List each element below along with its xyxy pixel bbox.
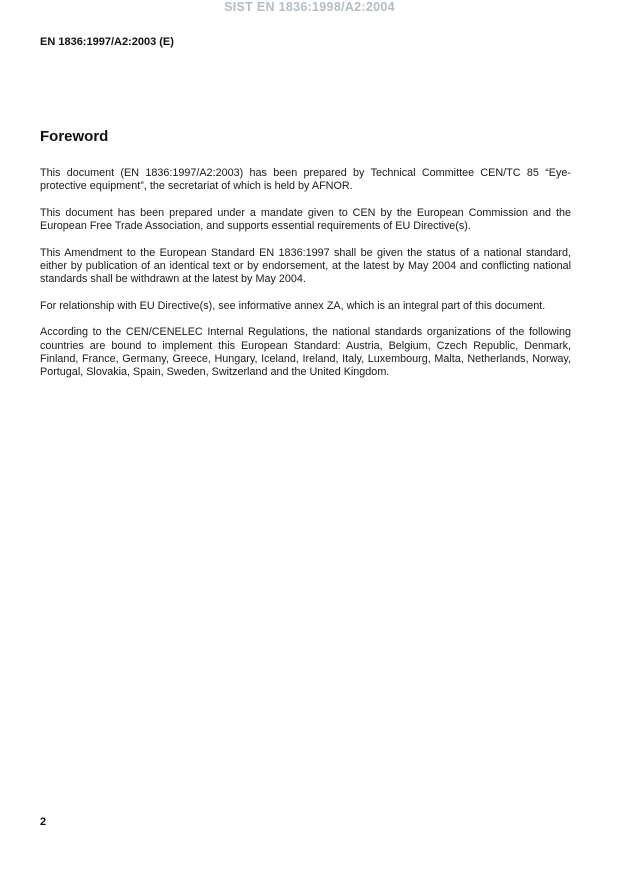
header-watermark: SIST EN 1836:1998/A2:2004 <box>224 0 395 14</box>
page-number: 2 <box>40 816 47 828</box>
paragraph-mandate: This document has been prepared under a mandate given to CEN by the European Commission and the European Free Trade Association, and supports essential requirements of EU Directive(s). <box>40 206 571 233</box>
section-heading-foreword: Foreword <box>40 128 109 145</box>
paragraph-amendment-status: This Amendment to the European Standard EN 1836:1997 shall be given the status of a national standard, either by publication of an identical text or by endorsement, at the latest by May 2004 and conflicting national standards shall be withdrawn at the latest by May 2004. <box>40 246 571 286</box>
paragraph-member-countries: According to the CEN/CENELEC Internal Regulations, the national standards organizations of the following countries are bound to implement this European Standard: Austria, Belgium, Czech Republic, Denmark, Finland, France, Germany, Greece, Hungary, Iceland, Ireland, Italy, Luxembourg, Malta, Netherlands, Norway, Portugal, Slovakia, Spain, Sweden, Switzerland and the United Kingdom. <box>40 326 571 379</box>
paragraph-committee: This document (EN 1836:1997/A2:2003) has been prepared by Technical Committee CEN/TC 85 “Eye-protective equipment”, the secretariat of which is held by AFNOR. <box>40 167 571 193</box>
document-identifier: EN 1836:1997/A2:2003 (E) <box>40 36 174 48</box>
document-body <box>40 128 571 393</box>
paragraph-annex-za: For relationship with EU Directive(s), see informative annex ZA, which is an integral part of this document. <box>40 299 546 312</box>
